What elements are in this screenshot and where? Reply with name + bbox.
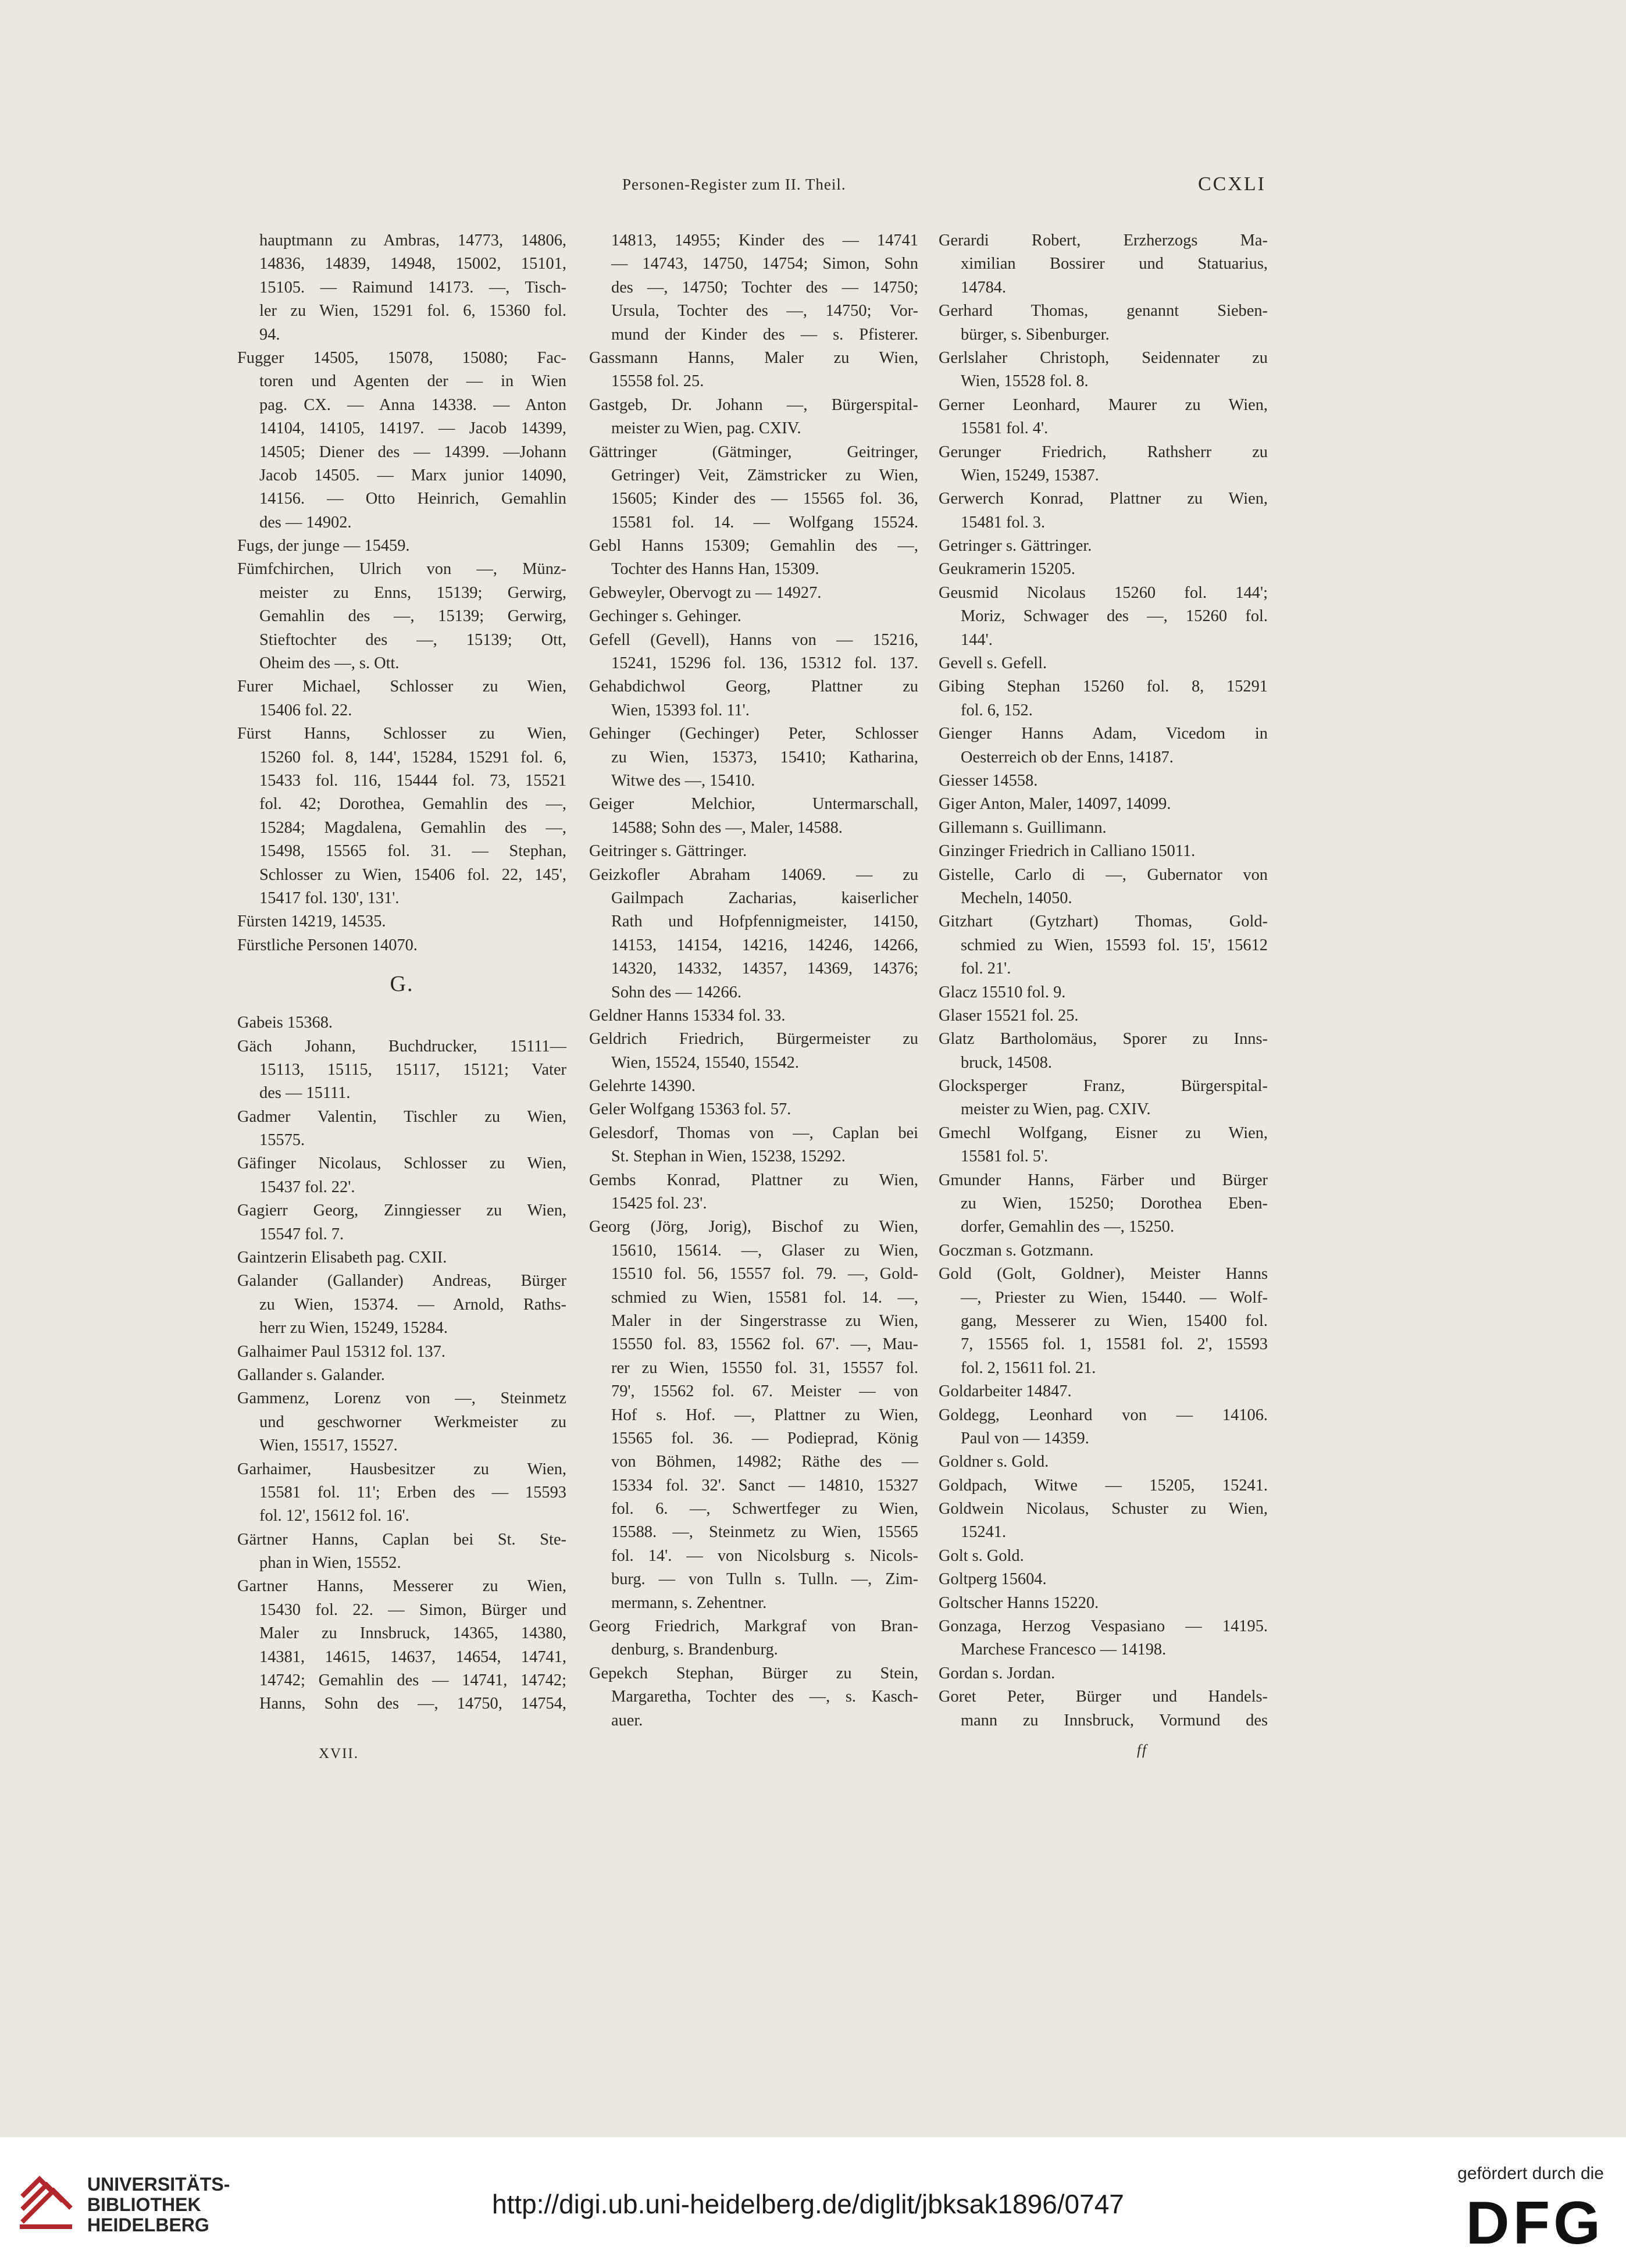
register-entry-line: von Böhmen, 14982; Räthe des — <box>611 1453 918 1471</box>
register-entry-line: bruck, 14508. <box>961 1053 1052 1072</box>
register-entry-line: Gaintzerin Elisabeth pag. CXII. <box>237 1249 447 1267</box>
register-entry-line: gang, Messerer zu Wien, 15400 fol. <box>961 1311 1268 1330</box>
register-entry-line: 15433 fol. 116, 15444 fol. 73, 15521 <box>259 771 566 790</box>
register-entry-line: Gehabdichwol Georg, Plattner zu <box>589 677 918 696</box>
register-entry-line: Schlosser zu Wien, 15406 fol. 22, 145', <box>259 865 566 884</box>
register-entry-line: Gebweyler, Obervogt zu — 14927. <box>589 583 822 602</box>
register-entry-line: 14153, 14154, 14216, 14246, 14266, <box>611 936 918 954</box>
register-entry-line: ximilian Bossirer und Statuarius, <box>961 255 1268 273</box>
section-letter-heading: G. <box>390 972 414 997</box>
register-entry-line: Mecheln, 14050. <box>961 889 1072 907</box>
register-entry-line: 15575. <box>259 1131 305 1150</box>
register-entry-line: Golt s. Gold. <box>939 1546 1024 1565</box>
register-entry-line: Oheim des —, s. Ott. <box>259 654 400 673</box>
register-entry-line: Wien, 15517, 15527. <box>259 1436 398 1455</box>
register-entry-line: Geldrich Friedrich, Bürgermeister zu <box>589 1030 918 1049</box>
dfg-logo[interactable]: DFG <box>1465 2189 1604 2257</box>
register-column-3 <box>939 229 1268 1732</box>
register-entry-line: Getringer s. Gättringer. <box>939 537 1092 555</box>
register-entry-line: Fümfchirchen, Ulrich von —, Münz- <box>237 560 566 579</box>
register-entry-line: Goltperg 15604. <box>939 1570 1047 1589</box>
register-entry-line: auer. <box>611 1711 643 1729</box>
register-entry-line: Paul von — 14359. <box>961 1429 1089 1447</box>
register-entry-line: 15113, 15115, 15117, 15121; Vater <box>259 1060 566 1079</box>
register-entry-line: Gemahlin des —, 15139; Gerwirg, <box>259 607 566 626</box>
register-entry-line: Gerhard Thomas, genannt Sieben- <box>939 302 1268 320</box>
register-entry-line: 15605; Kinder des — 15565 fol. 36, <box>611 490 918 508</box>
register-entry-line: 15610, 15614. —, Glaser zu Wien, <box>611 1241 918 1260</box>
register-entry-line: 15406 fol. 22. <box>259 701 352 719</box>
register-entry-line: zu Wien, 15374. — Arnold, Raths- <box>259 1295 566 1314</box>
register-entry-line: Sohn des — 14266. <box>611 983 741 1001</box>
register-entry-line: Tochter des Hanns Han, 15309. <box>611 560 819 579</box>
register-entry-line: 94. <box>259 325 280 344</box>
register-entry-line: Geiger Melchior, Untermarschall, <box>589 795 918 814</box>
register-entry-line: 14156. — Otto Heinrich, Gemahlin <box>259 490 566 508</box>
register-entry-line: 14836, 14839, 14948, 15002, 15101, <box>259 255 566 273</box>
register-entry-line: Gold (Golt, Goldner), Meister Hanns <box>939 1265 1268 1283</box>
register-entry-line: 7, 15565 fol. 1, 15581 fol. 2', 15593 <box>961 1335 1268 1354</box>
register-entry-line: Fugger 14505, 15078, 15080; Fac- <box>237 348 566 367</box>
register-entry-line: Georg (Jörg, Jorig), Bischof zu Wien, <box>589 1218 918 1236</box>
register-entry-line: St. Stephan in Wien, 15238, 15292. <box>611 1147 846 1166</box>
register-entry-line: Gebl Hanns 15309; Gemahlin des —, <box>589 537 918 555</box>
register-entry-line: —, Priester zu Wien, 15440. — Wolf- <box>961 1288 1268 1307</box>
register-entry-line: — 14743, 14750, 14754; Simon, Sohn <box>611 255 918 273</box>
register-entry-line: 14742; Gemahlin des — 14741, 14742; <box>259 1671 566 1690</box>
register-entry-line: Glacz 15510 fol. 9. <box>939 983 1066 1001</box>
register-entry-line: Gerner Leonhard, Maurer zu Wien, <box>939 395 1268 414</box>
register-entry-line: Moriz, Schwager des —, 15260 fol. <box>961 607 1268 626</box>
register-entry-line: Maler in der Singerstrasse zu Wien, <box>611 1311 918 1330</box>
register-entry-line: Gevell s. Gefell. <box>939 654 1047 673</box>
register-entry-line: Jacob 14505. — Marx junior 14090, <box>259 466 566 484</box>
register-entry-line: 15581 fol. 4'. <box>961 419 1049 438</box>
register-entry-line: Goltscher Hanns 15220. <box>939 1593 1099 1612</box>
register-entry-line: Fürst Hanns, Schlosser zu Wien, <box>237 725 566 743</box>
signature-mark: XVII. <box>319 1746 359 1761</box>
register-entry-line: 15425 fol. 23'. <box>611 1194 707 1213</box>
register-entry-line: rer zu Wien, 15550 fol. 31, 15557 fol. <box>611 1358 918 1377</box>
register-entry-line: Gammenz, Lorenz von —, Steinmetz <box>237 1389 566 1408</box>
register-entry-line: Geitringer s. Gättringer. <box>589 842 747 861</box>
register-entry-line: Gäch Johann, Buchdrucker, 15111— <box>237 1037 566 1055</box>
register-entry-line: toren und Agenten der — in Wien <box>259 372 566 391</box>
register-entry-line: Goldpach, Witwe — 15205, 15241. <box>939 1476 1268 1495</box>
register-entry-line: Gättringer (Gätminger, Geitringer, <box>589 443 918 461</box>
register-entry-line: 144'. <box>961 630 993 649</box>
register-entry-line: Gelesdorf, Thomas von —, Caplan bei <box>589 1124 918 1142</box>
register-entry-line: Gagierr Georg, Zinngiesser zu Wien, <box>237 1201 566 1220</box>
register-entry-line: Georg Friedrich, Markgraf von Bran- <box>589 1617 918 1636</box>
register-entry-line: Wien, 15528 fol. 8. <box>961 372 1089 391</box>
register-entry-line: Oesterreich ob der Enns, 14187. <box>961 748 1174 766</box>
register-entry-line: Garhaimer, Hausbesitzer zu Wien, <box>237 1460 566 1478</box>
register-entry-line: Galander (Gallander) Andreas, Bürger <box>237 1272 566 1290</box>
register-entry-line: schmied zu Wien, 15593 fol. 15', 15612 <box>961 936 1268 954</box>
register-entry-line: mermann, s. Zehentner. <box>611 1593 767 1612</box>
register-entry-line: 15241, 15296 fol. 136, 15312 fol. 137. <box>611 654 918 673</box>
register-entry-line: 15498, 15565 fol. 31. — Stephan, <box>259 842 566 861</box>
heidelberg-library-logo-icon[interactable] <box>15 2169 78 2236</box>
register-entry-line: 15430 fol. 22. — Simon, Bürger und <box>259 1600 566 1619</box>
register-entry-line: 15284; Magdalena, Gemahlin des —, <box>259 818 566 837</box>
register-entry-line: Gonzaga, Herzog Vespasiano — 14195. <box>939 1617 1268 1636</box>
register-entry-line: Gmunder Hanns, Färber und Bürger <box>939 1171 1268 1189</box>
register-entry-line: Fürstliche Personen 14070. <box>237 936 418 954</box>
register-entry-line: fol. 6. —, Schwertfeger zu Wien, <box>611 1500 918 1518</box>
register-entry-line: des —, 14750; Tochter des — 14750; <box>611 278 918 297</box>
register-entry-line: Gillemann s. Guillimann. <box>939 818 1107 837</box>
register-entry-line: 15510 fol. 56, 15557 fol. 79. —, Gold- <box>611 1265 918 1283</box>
register-entry-line: Gerlslaher Christoph, Seidennater zu <box>939 348 1268 367</box>
register-entry-line: Gerunger Friedrich, Rathsherr zu <box>939 443 1268 461</box>
library-name-line: UNIVERSITÄTS- <box>87 2174 230 2195</box>
register-entry-line: Gienger Hanns Adam, Vicedom in <box>939 725 1268 743</box>
register-entry-line: hauptmann zu Ambras, 14773, 14806, <box>259 231 566 249</box>
register-entry-line: dorfer, Gemahlin des —, 15250. <box>961 1218 1175 1236</box>
register-entry-line: pag. CX. — Anna 14338. — Anton <box>259 395 566 414</box>
register-entry-line: Gäfinger Nicolaus, Schlosser zu Wien, <box>237 1154 566 1173</box>
register-entry-line: 15565 fol. 36. — Podieprad, König <box>611 1429 918 1447</box>
register-entry-line: 15437 fol. 22'. <box>259 1178 355 1196</box>
register-entry-line: des — 15111. <box>259 1084 351 1103</box>
register-entry-line: Gerardi Robert, Erzherzogs Ma- <box>939 231 1268 249</box>
register-entry-line: Stieftochter des —, 15139; Ott, <box>259 630 566 649</box>
register-entry-line: fol. 42; Dorothea, Gemahlin des —, <box>259 795 566 814</box>
register-entry-line: ler zu Wien, 15291 fol. 6, 15360 fol. <box>259 302 566 320</box>
register-entry-line: Witwe des —, 15410. <box>611 771 755 790</box>
register-entry-line: Gehinger (Gechinger) Peter, Schlosser <box>589 725 918 743</box>
register-entry-line: fol. 2, 15611 fol. 21. <box>961 1358 1096 1377</box>
register-entry-line: Fürsten 14219, 14535. <box>237 912 386 931</box>
page-number: CCXLI <box>1198 173 1266 195</box>
register-entry-line: Ginzinger Friedrich in Calliano 15011. <box>939 842 1196 861</box>
register-entry-line: fol. 12', 15612 fol. 16'. <box>259 1507 409 1525</box>
register-entry-line: schmied zu Wien, 15581 fol. 14. —, <box>611 1288 918 1307</box>
register-entry-line: 15105. — Raimund 14173. —, Tisch- <box>259 278 566 297</box>
permalink-url[interactable]: http://digi.ub.uni-heidelberg.de/diglit/jbksak1896/0747 <box>492 2189 1124 2219</box>
register-entry-line: Galhaimer Paul 15312 fol. 137. <box>237 1342 445 1361</box>
register-entry-line: 15581 fol. 11'; Erben des — 15593 <box>259 1483 566 1502</box>
register-entry-line: meister zu Wien, pag. CXIV. <box>611 419 801 438</box>
register-entry-line: und geschworner Werkmeister zu <box>259 1413 566 1431</box>
register-entry-line: Giger Anton, Maler, 14097, 14099. <box>939 795 1171 814</box>
register-entry-line: Goldwein Nicolaus, Schuster zu Wien, <box>939 1500 1268 1518</box>
register-entry-line: Wien, 15393 fol. 11'. <box>611 701 750 719</box>
library-name-line: HEIDELBERG <box>87 2214 209 2235</box>
register-entry-line: Gechinger s. Gehinger. <box>589 607 741 626</box>
register-entry-line: Gepekch Stephan, Bürger zu Stein, <box>589 1664 918 1682</box>
register-entry-line: Gassmann Hanns, Maler zu Wien, <box>589 348 918 367</box>
register-entry-line: Gerwerch Konrad, Plattner zu Wien, <box>939 490 1268 508</box>
register-entry-line: Rath und Hofpfennigmeister, 14150, <box>611 912 918 931</box>
register-entry-line: Ursula, Tochter des —, 14750; Vor- <box>611 302 918 320</box>
register-entry-line: 14104, 14105, 14197. — Jacob 14399, <box>259 419 566 438</box>
register-column-2 <box>589 229 918 1732</box>
register-entry-line: Wien, 15524, 15540, 15542. <box>611 1053 799 1072</box>
register-entry-line: fol. 14'. — von Nicolsburg s. Nicols- <box>611 1546 918 1565</box>
register-entry-line: 15581 fol. 5'. <box>961 1147 1049 1166</box>
register-entry-line: bürger, s. Sibenburger. <box>961 325 1110 344</box>
register-entry-line: 15547 fol. 7. <box>259 1225 344 1243</box>
register-entry-line: 15334 fol. 32'. Sanct — 14810, 15327 <box>611 1476 918 1495</box>
viewer-footer <box>0 2137 1626 2268</box>
register-entry-line: Gefell (Gevell), Hanns von — 15216, <box>589 630 918 649</box>
register-entry-line: Giesser 14558. <box>939 771 1038 790</box>
register-entry-line: Goldarbeiter 14847. <box>939 1382 1072 1401</box>
register-entry-line: meister zu Wien, pag. CXIV. <box>961 1100 1151 1119</box>
register-entry-line: Hanns, Sohn des —, 14750, 14754, <box>259 1695 566 1713</box>
register-entry-line: Hof s. Hof. —, Plattner zu Wien, <box>611 1406 918 1424</box>
register-entry-line: mund der Kinder des — s. Pfisterer. <box>611 325 918 344</box>
register-entry-line: 14813, 14955; Kinder des — 14741 <box>611 231 918 249</box>
library-name-line: BIBLIOTHEK <box>87 2194 201 2215</box>
register-entry-line: Gailmpach Zacharias, kaiserlicher <box>611 889 918 907</box>
register-entry-line: Gordan s. Jordan. <box>939 1664 1056 1682</box>
register-entry-line: 15241. <box>961 1523 1007 1542</box>
register-entry-line: Goldner s. Gold. <box>939 1453 1049 1471</box>
register-entry-line: Gibing Stephan 15260 fol. 8, 15291 <box>939 677 1268 696</box>
register-entry-line: burg. — von Tulln s. Tulln. —, Zim- <box>611 1570 918 1589</box>
register-entry-line: Geldner Hanns 15334 fol. 33. <box>589 1006 786 1025</box>
register-entry-line: Goret Peter, Bürger und Handels- <box>939 1688 1268 1706</box>
register-entry-line: Glocksperger Franz, Bürgerspital- <box>939 1077 1268 1096</box>
register-entry-line: Gembs Konrad, Plattner zu Wien, <box>589 1171 918 1189</box>
register-entry-line: Fugs, der junge — 15459. <box>237 537 410 555</box>
register-entry-line: Geusmid Nicolaus 15260 fol. 144'; <box>939 583 1268 602</box>
register-entry-line: Gastgeb, Dr. Johann —, Bürgerspital- <box>589 395 918 414</box>
register-entry-line: 15417 fol. 130', 131'. <box>259 889 400 907</box>
register-column-1 <box>237 229 566 1716</box>
register-entry-line: 15260 fol. 8, 144', 15284, 15291 fol. 6, <box>259 748 566 766</box>
funding-note: gefördert durch die <box>1457 2164 1604 2183</box>
register-entry-line: 14784. <box>961 278 1007 297</box>
register-entry-line: 79', 15562 fol. 67. Meister — von <box>611 1382 918 1401</box>
register-entry-line: Gartner Hanns, Messerer zu Wien, <box>237 1577 566 1596</box>
library-name[interactable] <box>87 2174 230 2235</box>
register-entry-line: Marchese Francesco — 14198. <box>961 1641 1167 1659</box>
register-entry-line: Maler zu Innsbruck, 14365, 14380, <box>259 1624 566 1643</box>
register-entry-line: zu Wien, 15250; Dorothea Eben- <box>961 1194 1268 1213</box>
register-entry-line: 15588. —, Steinmetz zu Wien, 15565 <box>611 1523 918 1542</box>
register-entry-line: herr zu Wien, 15249, 15284. <box>259 1319 448 1338</box>
register-entry-line: phan in Wien, 15552. <box>259 1554 401 1572</box>
register-entry-line: Gallander s. Galander. <box>237 1365 385 1384</box>
register-entry-line: Geler Wolfgang 15363 fol. 57. <box>589 1100 791 1119</box>
register-entry-line: 14320, 14332, 14357, 14369, 14376; <box>611 960 918 978</box>
register-entry-line: fol. 6, 152. <box>961 701 1033 719</box>
register-entry-line: Gitzhart (Gytzhart) Thomas, Gold- <box>939 912 1268 931</box>
register-entry-line: Gadmer Valentin, Tischler zu Wien, <box>237 1107 566 1126</box>
register-entry-line: Glatz Bartholomäus, Sporer zu Inns- <box>939 1030 1268 1049</box>
register-entry-line: Margaretha, Tochter des —, s. Kasch- <box>611 1688 918 1706</box>
register-entry-line: Gabeis 15368. <box>237 1014 333 1032</box>
register-entry-line: Gelehrte 14390. <box>589 1077 696 1096</box>
register-entry-line: 15481 fol. 3. <box>961 513 1046 532</box>
register-entry-line: Wien, 15249, 15387. <box>961 466 1099 484</box>
register-entry-line: 14505; Diener des — 14399. —Johann <box>259 443 566 461</box>
register-entry-line: des — 14902. <box>259 513 352 532</box>
register-entry-line: Gärtner Hanns, Caplan bei St. Ste- <box>237 1530 566 1549</box>
register-entry-line: zu Wien, 15373, 15410; Katharina, <box>611 748 918 766</box>
running-title: Personen-Register zum II. Theil. <box>622 176 846 193</box>
register-entry-line: 15558 fol. 25. <box>611 372 704 391</box>
register-entry-line: Geizkofler Abraham 14069. — zu <box>589 865 918 884</box>
register-entry-line: 14588; Sohn des —, Maler, 14588. <box>611 818 843 837</box>
register-entry-line: Goldegg, Leonhard von — 14106. <box>939 1406 1268 1424</box>
register-entry-line: Geukramerin 15205. <box>939 560 1075 579</box>
register-entry-line: Glaser 15521 fol. 25. <box>939 1006 1079 1025</box>
register-entry-line: 14381, 14615, 14637, 14654, 14741, <box>259 1647 566 1666</box>
register-entry-line: meister zu Enns, 15139; Gerwirg, <box>259 583 566 602</box>
register-entry-line: Goczman s. Gotzmann. <box>939 1241 1094 1260</box>
register-entry-line: denburg, s. Brandenburg. <box>611 1641 778 1659</box>
register-entry-line: Getringer) Veit, Zämstricker zu Wien, <box>611 466 918 484</box>
register-entry-line: 15581 fol. 14. — Wolfgang 15524. <box>611 513 918 532</box>
register-entry-line: mann zu Innsbruck, Vormund des <box>961 1711 1268 1729</box>
register-entry-line: Gistelle, Carlo di —, Gubernator von <box>939 865 1268 884</box>
register-entry-line: 15550 fol. 83, 15562 fol. 67'. —, Mau- <box>611 1335 918 1354</box>
signature-mark-letters: ff <box>1137 1742 1147 1758</box>
register-entry-line: Furer Michael, Schlosser zu Wien, <box>237 677 566 696</box>
register-entry-line: Gmechl Wolfgang, Eisner zu Wien, <box>939 1124 1268 1142</box>
register-entry-line: fol. 21'. <box>961 960 1011 978</box>
